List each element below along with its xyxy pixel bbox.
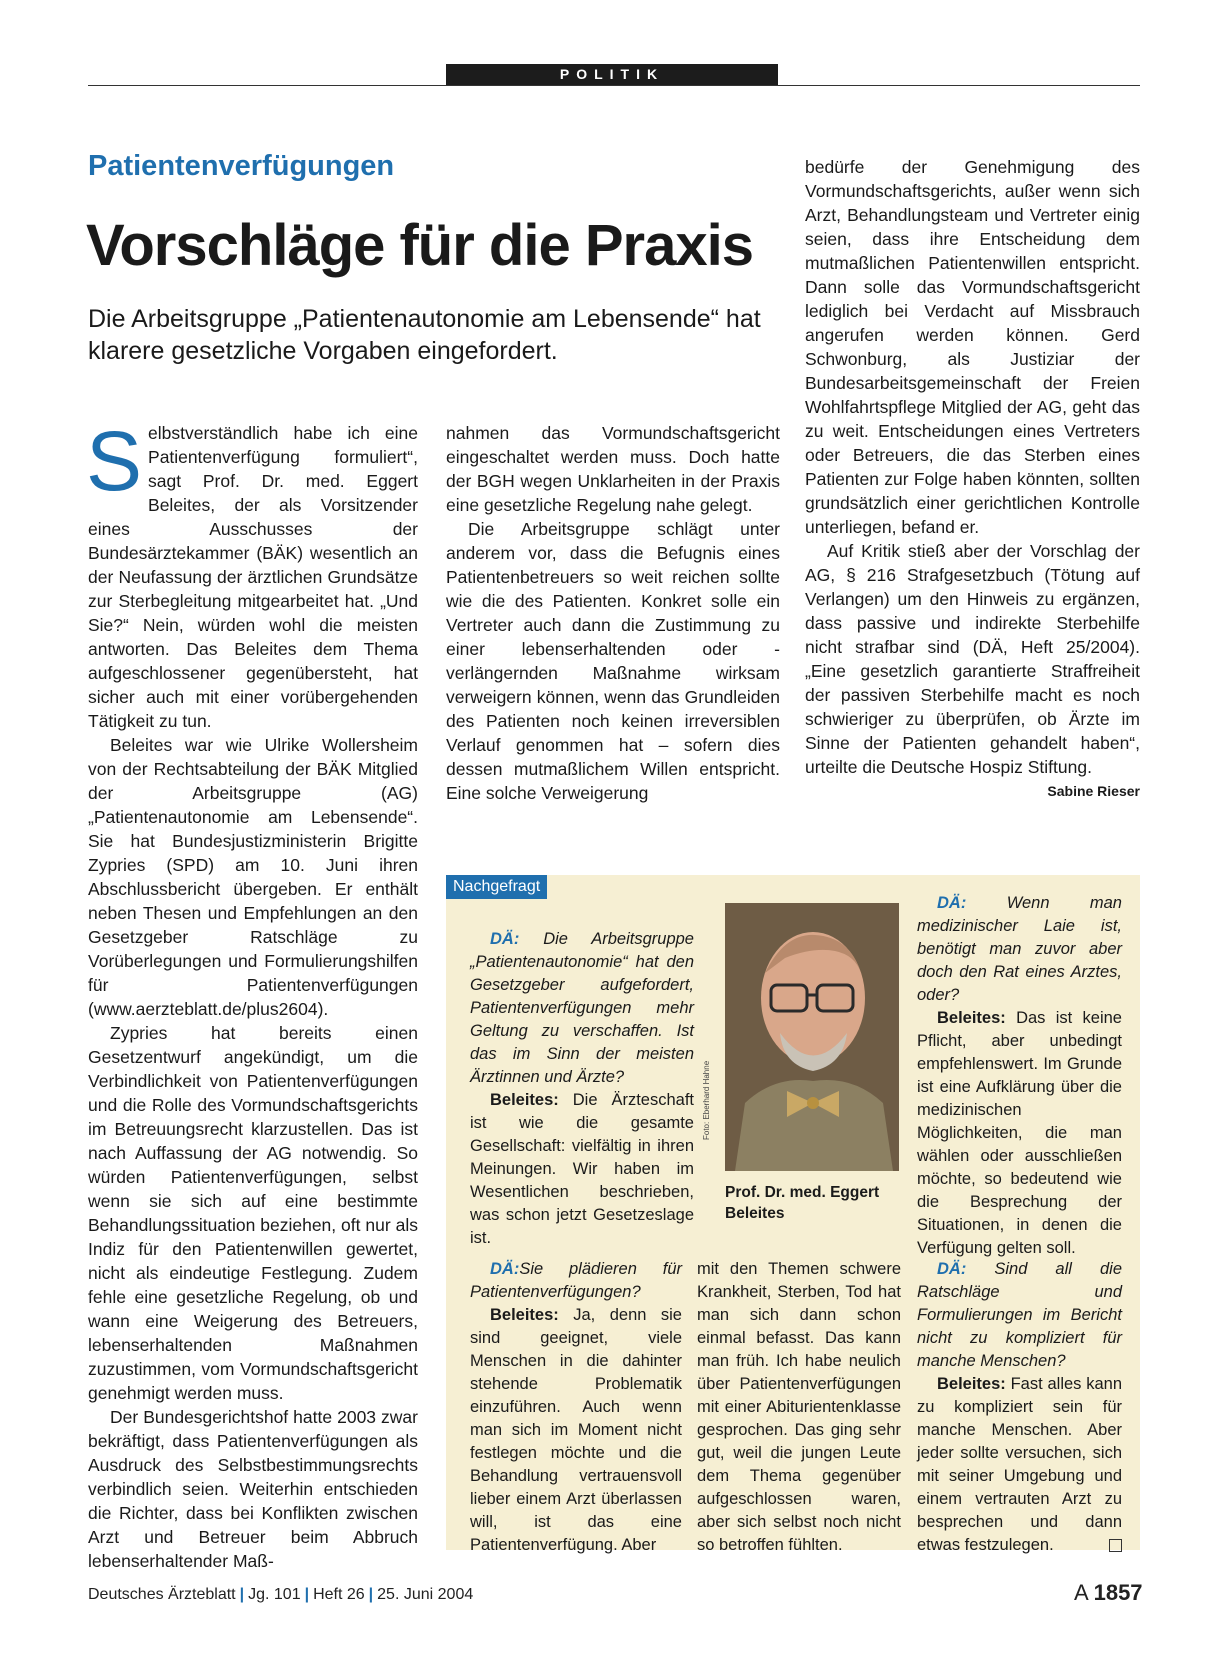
article-column-1 — [86, 414, 418, 1573]
paragraph-text: elbstverständlich habe ich eine Patientenverfügung formuliert“, sagt Prof. Dr. med. Eggert Beleites, der als Vorsitzender eines Ausschusses der Bundesärztekammer (BÄK) wesentlich an der Neufassung der ärztlichen Grundsätze zur Sterbegleitung mitgearbeitet hat. „Und Sie?“ Nein, würden wohl die meisten antworten. Das Beleites dem Thema aufgeschlossener gegenübersteht, hat sicher auch mit einer vorübergehenden Tätigkeit zu tun. — [88, 423, 418, 731]
da-label: DÄ: — [490, 1260, 520, 1278]
paragraph — [805, 539, 1140, 799]
page-prefix: A — [1074, 1580, 1088, 1605]
paragraph: Der Bundesgerichtshof hatte 2003 zwar bekräftigt, dass Patientenverfügungen als Ausdruck des Selbstbestimmungsrechts verbindlich seien. Weiterhin entschieden die Richter, dass bei Konflikten zwischen Arzt und Betreuer beim Abbruch lebenserhaltender Maß- — [88, 1407, 418, 1571]
issue-date: 25. Juni 2004 — [377, 1586, 474, 1603]
da-label: DÄ: — [937, 1260, 967, 1278]
separator: | — [304, 1586, 310, 1603]
issue: Heft 26 — [313, 1586, 365, 1603]
interview-column-1-bottom — [470, 1258, 682, 1557]
paragraph-text: Auf Kritik stieß aber der Vorschlag der AG, § 216 Strafgesetzbuch (Tötung auf Verlangen) um den Hinweis zu ergänzen, dass passive und indirekte Sterbehilfe nicht strafbar sind (DÄ, Heft 25/2004). „Eine gesetzlich garantierte Straffreiheit der passiven Sterbehilfe macht es noch schwieriger zu überprüfen, ob Ärzte im Sinne der Patienten gehandelt haben“, urteilte die Deutsche Hospiz Stiftung. — [805, 541, 1140, 777]
portrait-photo — [725, 903, 899, 1171]
beleites-label: Beleites: — [490, 1306, 559, 1324]
drop-cap: S — [86, 414, 143, 508]
paragraph — [86, 414, 418, 733]
answer-text: Die Ärzteschaft ist wie die gesamte Gesellschaft: vielfältig in ihren Meinungen. Wir haben im Wesentlichen beschrieben, was schon jetzt Gesetzeslage ist. — [470, 1091, 694, 1247]
interview-column-2-bottom — [697, 1258, 901, 1557]
question-text: Wenn man medizinischer Laie ist, benötigt man zuvor aber doch den Rat eines Arztes, oder? — [917, 894, 1122, 1004]
page-number — [1074, 1580, 1143, 1606]
paragraph: Beleites war wie Ulrike Wollersheim von der Rechtsabteilung der BÄK Mitglied der Arbeitsgruppe (AG) „Patientenautonomie am Lebensende“. Sie hat Bundesjustizministerin Brigitte Zypries (SPD) am 10. Juni ihren Abschlussbericht übergeben. Er enthält neben Thesen und Empfehlungen an den Gesetzgeber Ratschläge zu Vorüberlegungen und Formulierungshilfen für Patientenverfügungen (www.aerzteblatt.de/plus2604). — [88, 735, 418, 1019]
article-title: Vorschläge für die Praxis — [86, 213, 753, 278]
interview-answer-continued: mit den Themen schwere Krankheit, Sterben, Tod hat man sich dann schon einmal befasst. Das kann man früh. Ich habe neulich über Patientenverfügungen mit einer Abiturientenklasse gesprochen. Das ging sehr gut, weil die jungen Leute dem Thema gegenüber aufgeschlossen waren, aber sich selbst noch nicht so betroffen fühlten. — [697, 1260, 901, 1554]
paragraph: Zypries hat bereits einen Gesetzentwurf angekündigt, um die Verbindlichkeit von Patientenverfügungen und die Rolle des Vormundschaftsgerichts im Betreuungsrecht klarzustellen. Das ist nach Auffassung der AG notwendig. So würden Patientenverfügungen, selbst wenn sie sich auf eine bestimmte Behandlungssituation beziehen, oft nur als Indiz für den Patientenwillen gewertet, nicht als eindeutige Festlegung. Zudem fehle eine gesetzliche Regelung, ob und wann eine Weigerung des Betreuers, lebenserhaltenden Maßnahmen zuzustimmen, vom Vormundschaftsgericht genehmigt werden muss. — [88, 1023, 418, 1403]
article-kicker: Patientenverfügungen — [88, 150, 395, 182]
interview-column-3-bottom — [917, 1258, 1122, 1557]
author-byline: Sabine Rieser — [1047, 783, 1140, 799]
separator: | — [368, 1586, 374, 1603]
end-mark-icon — [1109, 1539, 1122, 1552]
interview-answer — [917, 1373, 1122, 1557]
interview-question — [470, 1258, 682, 1304]
article-lead: Die Arbeitsgruppe „Patientenautonomie am Lebensende“ hat klarere gesetzliche Vorgaben eingefordert. — [88, 305, 761, 365]
photo-caption: Prof. Dr. med. Eggert Beleites — [725, 1184, 880, 1222]
interview-answer — [470, 1089, 694, 1250]
page-number-value: 1857 — [1093, 1580, 1143, 1605]
article-column-3 — [805, 155, 1140, 803]
volume: Jg. 101 — [248, 1586, 301, 1603]
answer-text: Fast alles kann zu kompliziert sein für manche Menschen. Aber jeder sollte versuchen, sich mit seiner Umgebung und einem vertrauten Arzt zu besprechen und dann etwas festzulegen. — [917, 1375, 1122, 1554]
question-text: Sind all die Ratschläge und Formulierungen im Bericht nicht zu kompliziert für manche Menschen? — [917, 1260, 1122, 1370]
da-label: DÄ: — [937, 894, 967, 912]
answer-text: Das ist keine Pflicht, aber unbedingt empfehlenswert. Im Grunde ist eine Aufklärung über die medizinischen Möglichkeiten, die man wählen oder ausschließen möchte, so bedeutend wie die Besprechung der Situationen, in denen die Verfügung gelten soll. — [917, 1009, 1122, 1257]
article-column-2 — [446, 421, 780, 805]
question-text: Sie plädieren für Patientenverfügungen? — [470, 1260, 682, 1301]
footer-citation — [88, 1586, 473, 1604]
beleites-label: Beleites: — [937, 1375, 1006, 1393]
section-label: POLITIK — [446, 64, 778, 85]
interview-tag: Nachgefragt — [446, 875, 547, 899]
header-rule — [88, 85, 1140, 86]
answer-text: Ja, denn sie sind geeignet, viele Menschen in die dahinter stehende Problematik einzuführen. Auch wenn man sich im Moment nicht festlegen möchte und die Behandlung vertrauensvoll lieber einem Arzt überlassen will, ist das eine Patientenverfügung. Aber — [470, 1306, 682, 1554]
interview-column-1 — [470, 928, 694, 1250]
question-text: Die Arbeitsgruppe „Patientenautonomie“ hat den Gesetzgeber aufgefordert, Patientenverfügungen mehr Geltung zu verschaffen. Ist das im Sinn der meisten Ärztinnen und Ärzte? — [470, 930, 694, 1086]
da-label: DÄ: — [490, 930, 520, 948]
paragraph: Die Arbeitsgruppe schlägt unter anderem vor, dass die Befugnis eines Patientenbetreuers so weit reichen sollte wie die des Patienten. Konkret solle ein Vertreter auch dann die Zustimmung zu einer lebenserhaltenden oder -verlängernden Maßnahme wirksam verweigern können, wenn das Grundleiden des Patienten noch keinen irreversiblen Verlauf genommen hat – sofern dies dessen mutmaßlichem Willen entspricht. Eine solche Verweigerung — [446, 519, 780, 803]
interview-question — [470, 928, 694, 1089]
interview-answer — [470, 1304, 682, 1557]
interview-answer — [917, 1007, 1122, 1260]
separator: | — [239, 1586, 245, 1603]
paragraph: bedürfe der Genehmigung des Vormundschaftsgerichts, außer wenn sich Arzt, Behandlungsteam und Vertreter einig seien, dass ihre Entscheidung dem mutmaßlichen Patientenwillen entspricht. Dann solle das Vormundschaftsgericht lediglich bei Verdacht auf Missbrauch angerufen werden können. Gerd Schwonburg, als Justiziar der Bundesarbeitsgemeinschaft der Freien Wohlfahrtspflege Mitglied der AG, geht das zu weit. Entscheidungen eines Vertreters oder Betreuers, die das Sterben eines Patienten zur Folge haben könnten, sollten grundsätzlich einer gerichtlichen Kontrolle unterliegen, befand er. — [805, 157, 1140, 537]
beleites-label: Beleites: — [937, 1009, 1006, 1027]
photo-credit: Foto: Eberhard Hahne — [702, 1060, 711, 1140]
beleites-label: Beleites: — [490, 1091, 559, 1109]
interview-question — [917, 1258, 1122, 1373]
journal-name: Deutsches Ärzteblatt — [88, 1586, 236, 1603]
interview-column-3-top — [917, 892, 1122, 1260]
interview-question — [917, 892, 1122, 1007]
portrait-illustration — [725, 903, 899, 1171]
paragraph: nahmen das Vormundschaftsgericht eingeschaltet werden muss. Doch hatte der BGH wegen Unklarheiten in der Praxis eine gesetzliche Regelung nahe gelegt. — [446, 423, 780, 515]
